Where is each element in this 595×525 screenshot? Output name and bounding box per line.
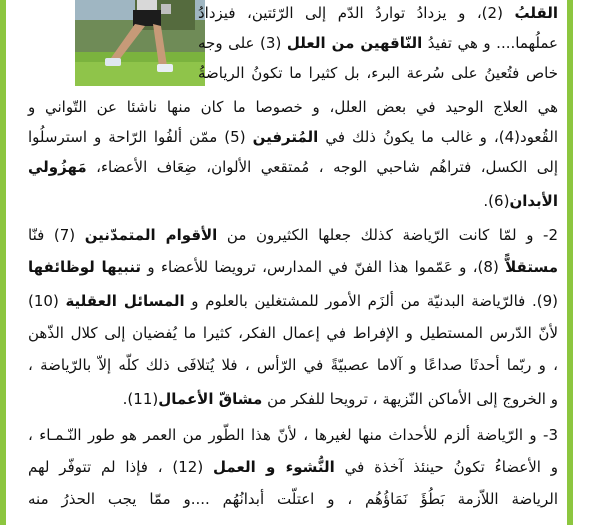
text-segment: إلى الكسل، فتراهُم شاحبي الوجه ، مُمتقعي الألوان، ضِعَاف الأعضاء، <box>86 158 558 176</box>
text-segment: (10) <box>28 292 66 310</box>
text-segment: خاص فتُعينُ على سُرعة البرء، بل كثيرا ما تكونُ الرياضةُ <box>198 64 558 82</box>
text-line <box>28 152 558 182</box>
text-line <box>198 58 558 88</box>
text-segment: (9). فالرّياضة البدنيّة من ألزَم الأمور للمشتغلين بالعلوم و <box>184 292 558 310</box>
bold-term: النّاقهين من العلل <box>286 34 423 52</box>
text-segment: القُعود(4)، و غالب ما يكونُ ذلك في <box>318 128 558 146</box>
green-border-left <box>0 0 6 525</box>
bold-term: الأقوام المتمدّنين <box>84 226 218 244</box>
text-segment: (11). <box>122 390 159 408</box>
text-segment: (7) فنّا <box>28 226 85 244</box>
text-segment: الرياضة اللاّزمة بَطُؤَ نَمَاؤُهُم ، و اعتلّت أبدانُهُم ....و ممّا يجب الحذرُ منه <box>28 490 558 508</box>
bold-term: الأبدان <box>509 192 558 210</box>
text-segment: ، و ربّما أحدثَا صداعًا و آلاما عصبيّةً في الرّأس ، فلا يُتلافَى ذلك كلّه إلاّ بالرّياضة ، <box>28 356 558 374</box>
runner-photo-graphic <box>75 0 205 86</box>
text-segment: (8)، و عَمّموا هذا الفنّ في المدارس، ترويضا للأعضاء و <box>141 258 506 276</box>
text-segment: و الخروج إلى الأماكن النّزيهة ، ترويحا للفكر من <box>262 390 558 408</box>
text-line <box>28 318 558 348</box>
text-segment: لأنّ الدّرس المستطيل و الإفراط في إعمال الفكر، كثيرا ما يُفضيان إلى كلال الذّهن <box>28 324 558 342</box>
text-segment: و الأعضاءُ تكونُ حينئذ آخذة في <box>334 458 559 476</box>
text-segment: (12) ، فإذا لم تتوفّر لهم <box>28 458 214 476</box>
bold-term: المسائل العقلية <box>65 292 185 310</box>
text-segment: (5) ممّن ألفُوا الرّاحة و استرسلُوا <box>28 128 253 146</box>
bold-term: القلبُ <box>514 4 559 22</box>
bold-term: مستقلاًّ <box>505 258 558 276</box>
bold-term: المُترفين <box>252 128 319 146</box>
text-line <box>28 452 558 482</box>
bold-term: النُّشوء و العمل <box>213 458 335 476</box>
text-line <box>28 92 558 122</box>
text-segment: 3- و الرّياضة ألزم للأحداث منها لغيرها ، لأنّ هذا الطّور من العمر هو طور النّـمـاء ، <box>28 426 558 444</box>
text-segment: (6). <box>483 192 510 210</box>
text-line <box>28 122 558 152</box>
text-segment: عملُهما.... و هي تفيدُ <box>422 34 558 52</box>
text-segment: (3) على وجه <box>198 34 287 52</box>
text-line <box>28 384 558 414</box>
text-segment: (2)، و يزدادُ تواردُ الدّم إلى الرّئتين، فيزدادُ <box>198 4 515 22</box>
text-line <box>198 28 558 58</box>
green-border-right <box>567 0 573 525</box>
text-line <box>28 252 558 282</box>
text-line <box>28 484 558 514</box>
text-line <box>28 350 558 380</box>
text-line <box>28 420 558 450</box>
runner-stretching-photo <box>75 0 205 86</box>
text-line <box>28 186 558 216</box>
text-segment: 2- و لمّا كانت الرّياضة كذلك جعلها الكثيرون من <box>217 226 558 244</box>
text-line <box>28 286 558 316</box>
text-segment: هي العلاج الوحيد في بعض العلل، و خصوصا ما كان منها ناشئا عن التّواني و <box>28 98 558 116</box>
text-line <box>28 220 558 250</box>
bold-term: مَهزُولي <box>28 158 87 176</box>
text-line <box>198 0 558 28</box>
bold-term: تنبيها لوظائفها <box>28 258 142 276</box>
bold-term: مشاقّ الأعمال <box>158 390 263 408</box>
